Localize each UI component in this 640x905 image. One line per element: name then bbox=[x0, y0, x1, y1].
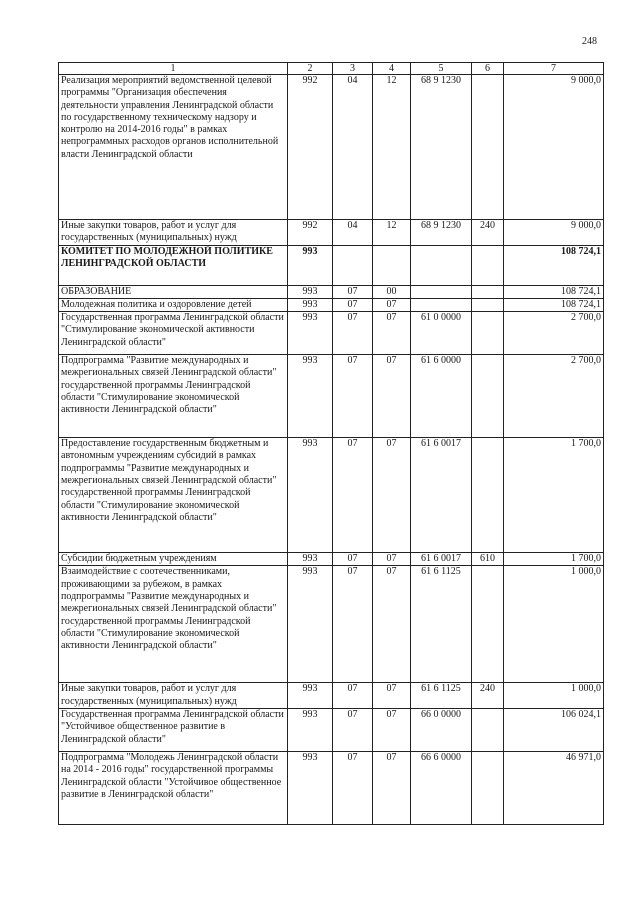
target-article-code: 68 9 1230 bbox=[411, 75, 472, 220]
row-description: ОБРАЗОВАНИЕ bbox=[59, 285, 288, 298]
row-description: Молодежная политика и оздоровление детей bbox=[59, 298, 288, 311]
expense-type-code bbox=[472, 285, 504, 298]
ministry-code: 993 bbox=[288, 298, 333, 311]
table-row bbox=[59, 709, 604, 752]
ministry-code: 992 bbox=[288, 75, 333, 220]
ministry-code: 993 bbox=[288, 752, 333, 825]
ministry-code: 993 bbox=[288, 566, 333, 683]
ministry-code: 993 bbox=[288, 355, 333, 438]
amount: 1 000,0 bbox=[504, 683, 604, 709]
subsection-code: 00 bbox=[373, 285, 411, 298]
ministry-code: 993 bbox=[288, 312, 333, 355]
column-header: 2 bbox=[288, 63, 333, 75]
subsection-code: 07 bbox=[373, 355, 411, 438]
table-row bbox=[59, 285, 604, 298]
target-article-code: 61 6 0000 bbox=[411, 355, 472, 438]
section-code: 07 bbox=[333, 752, 373, 825]
amount: 1 700,0 bbox=[504, 438, 604, 553]
ministry-code: 993 bbox=[288, 553, 333, 566]
section-code: 07 bbox=[333, 355, 373, 438]
row-description: Государственная программа Ленинградской области "Устойчивое общественное развитие в Ленинградской области" bbox=[59, 709, 288, 752]
ministry-code: 993 bbox=[288, 683, 333, 709]
section-code: 04 bbox=[333, 75, 373, 220]
column-header: 3 bbox=[333, 63, 373, 75]
column-header: 6 bbox=[472, 63, 504, 75]
row-description: Иные закупки товаров, работ и услуг для государственных (муниципальных) нужд bbox=[59, 683, 288, 709]
row-description: Субсидии бюджетным учреждениям bbox=[59, 553, 288, 566]
row-description: Иные закупки товаров, работ и услуг для государственных (муниципальных) нужд bbox=[59, 220, 288, 246]
section-code: 07 bbox=[333, 709, 373, 752]
column-header: 7 bbox=[504, 63, 604, 75]
expense-type-code bbox=[472, 438, 504, 553]
ministry-code: 992 bbox=[288, 220, 333, 246]
row-description: Предоставление государственным бюджетным и автономным учреждениям субсидий в рамках подпрограммы "Развитие международных и межрегиональных связей Ленинградской области" государственной программы Ленинградской области "Стимулирование экономической активности Ленинградской области" bbox=[59, 438, 288, 553]
expense-type-code bbox=[472, 312, 504, 355]
section-code: 07 bbox=[333, 438, 373, 553]
subsection-code: 07 bbox=[373, 438, 411, 553]
amount: 1 000,0 bbox=[504, 566, 604, 683]
row-description: Реализация мероприятий ведомственной целевой программы "Организация обеспечения деятельности управления Ленинградской области по государственному техническому надзору и контролю на 2014-2016 годы" в рамках непрограммных расходов органов исполнительной власти Ленинградской области bbox=[59, 75, 288, 220]
table-row bbox=[59, 355, 604, 438]
target-article-code: 61 6 1125 bbox=[411, 683, 472, 709]
section-code: 07 bbox=[333, 312, 373, 355]
expense-type-code: 240 bbox=[472, 683, 504, 709]
amount: 108 724,1 bbox=[504, 298, 604, 311]
table-row bbox=[59, 220, 604, 246]
expense-type-code bbox=[472, 566, 504, 683]
section-code: 04 bbox=[333, 220, 373, 246]
ministry-code: 993 bbox=[288, 285, 333, 298]
subsection-code: 07 bbox=[373, 553, 411, 566]
target-article-code: 66 0 0000 bbox=[411, 709, 472, 752]
page-number: 248 bbox=[582, 36, 597, 47]
section-code: 07 bbox=[333, 683, 373, 709]
subsection-code: 12 bbox=[373, 75, 411, 220]
ministry-code: 993 bbox=[288, 709, 333, 752]
row-description: Взаимодействие с соотечественниками, проживающими за рубежом, в рамках подпрограммы "Развитие международных и межрегиональных связей Ленинградской области" государственной программы Ленинградской области "Стимулирование экономической активности Ленинградской области" bbox=[59, 566, 288, 683]
table-row bbox=[59, 312, 604, 355]
column-header: 1 bbox=[59, 63, 288, 75]
column-number-row bbox=[59, 63, 604, 75]
ministry-code: 993 bbox=[288, 245, 333, 285]
target-article-code bbox=[411, 245, 472, 285]
section-code: 07 bbox=[333, 298, 373, 311]
target-article-code: 61 6 0017 bbox=[411, 553, 472, 566]
budget-table bbox=[58, 62, 604, 825]
table-row bbox=[59, 75, 604, 220]
table-row bbox=[59, 752, 604, 825]
ministry-code: 993 bbox=[288, 438, 333, 553]
table-row bbox=[59, 566, 604, 683]
amount: 108 724,1 bbox=[504, 285, 604, 298]
amount: 9 000,0 bbox=[504, 220, 604, 246]
subsection-code: 07 bbox=[373, 312, 411, 355]
table-row bbox=[59, 298, 604, 311]
expense-type-code bbox=[472, 298, 504, 311]
row-description: Государственная программа Ленинградской области "Стимулирование экономической активности Ленинградской области" bbox=[59, 312, 288, 355]
amount: 1 700,0 bbox=[504, 553, 604, 566]
expense-type-code bbox=[472, 752, 504, 825]
table-row bbox=[59, 553, 604, 566]
amount: 46 971,0 bbox=[504, 752, 604, 825]
row-description: КОМИТЕТ ПО МОЛОДЕЖНОЙ ПОЛИТИКЕ ЛЕНИНГРАДСКОЙ ОБЛАСТИ bbox=[59, 245, 288, 285]
subsection-code: 07 bbox=[373, 566, 411, 683]
subsection-code: 12 bbox=[373, 220, 411, 246]
target-article-code: 61 6 1125 bbox=[411, 566, 472, 683]
target-article-code: 61 0 0000 bbox=[411, 312, 472, 355]
expense-type-code bbox=[472, 709, 504, 752]
expense-type-code bbox=[472, 75, 504, 220]
row-description: Подпрограмма "Развитие международных и межрегиональных связей Ленинградской области" государственной программы Ленинградской области "Стимулирование экономической активности Ленинградской области" bbox=[59, 355, 288, 438]
target-article-code bbox=[411, 285, 472, 298]
expense-type-code: 240 bbox=[472, 220, 504, 246]
subsection-code: 07 bbox=[373, 709, 411, 752]
section-code: 07 bbox=[333, 553, 373, 566]
table-row bbox=[59, 245, 604, 285]
section-code: 07 bbox=[333, 285, 373, 298]
expense-type-code: 610 bbox=[472, 553, 504, 566]
subsection-code: 07 bbox=[373, 298, 411, 311]
section-code bbox=[333, 245, 373, 285]
amount: 2 700,0 bbox=[504, 355, 604, 438]
section-code: 07 bbox=[333, 566, 373, 683]
row-description: Подпрограмма "Молодежь Ленинградской области на 2014 - 2016 годы" государственной программы Ленинградской области "Устойчивое общественное развитие в Ленинградской области" bbox=[59, 752, 288, 825]
table-row bbox=[59, 438, 604, 553]
target-article-code: 66 6 0000 bbox=[411, 752, 472, 825]
amount: 2 700,0 bbox=[504, 312, 604, 355]
expense-type-code bbox=[472, 355, 504, 438]
amount: 108 724,1 bbox=[504, 245, 604, 285]
target-article-code bbox=[411, 298, 472, 311]
column-header: 4 bbox=[373, 63, 411, 75]
subsection-code bbox=[373, 245, 411, 285]
amount: 106 024,1 bbox=[504, 709, 604, 752]
column-header: 5 bbox=[411, 63, 472, 75]
subsection-code: 07 bbox=[373, 683, 411, 709]
target-article-code: 61 6 0017 bbox=[411, 438, 472, 553]
subsection-code: 07 bbox=[373, 752, 411, 825]
target-article-code: 68 9 1230 bbox=[411, 220, 472, 246]
expense-type-code bbox=[472, 245, 504, 285]
amount: 9 000,0 bbox=[504, 75, 604, 220]
table-row bbox=[59, 683, 604, 709]
